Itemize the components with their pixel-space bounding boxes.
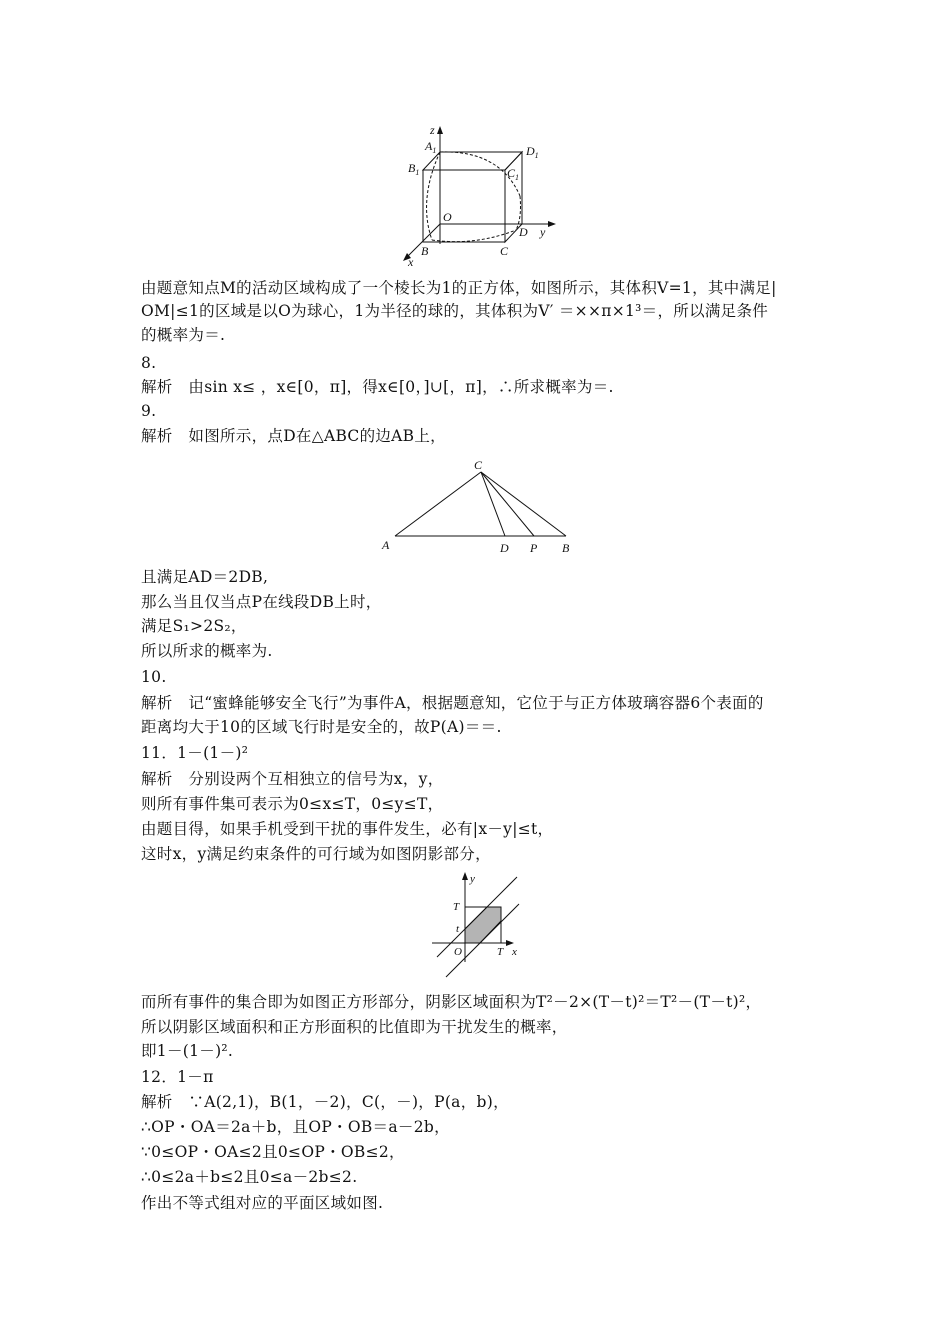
text-line: ∴OP・OA＝2a＋b，且OP・OB＝a－2b， <box>141 1118 450 1136</box>
text-line: ∴0≤2a＋b≤2且0≤a－2b≤2. <box>141 1168 358 1186</box>
label-c: C <box>474 458 483 472</box>
text-line: 那么当且仅当点P在线段DB上时， <box>141 593 382 611</box>
text-line: 这时x，y满足约束条件的可行域为如图阴影部分， <box>141 845 491 863</box>
label-c: C <box>500 244 509 258</box>
label-t-upper: T <box>453 901 460 913</box>
label-b: B <box>421 244 429 258</box>
text-line: 解析 分别设两个互相独立的信号为x，y， <box>141 770 444 788</box>
label-o: O <box>443 210 452 224</box>
cube-front-face <box>423 170 505 242</box>
label-d1: $D_1$ <box>526 144 539 160</box>
y-axis-arrow <box>548 221 556 227</box>
label-d: D <box>500 541 509 555</box>
label-t-axis: T <box>497 946 504 958</box>
square-region-figure <box>425 868 535 978</box>
label-x: x <box>408 255 414 269</box>
text-line: 所以阴影区域面积和正方形面积的比值即为干扰发生的概率， <box>141 1018 568 1036</box>
label-d: D <box>519 225 528 239</box>
label-c1: $C_1$ <box>507 166 520 182</box>
text-line: OM|≤1的区域是以O为球心，1为半径的球的，其体积为V′ ＝××π×1³＝，所以满足条件 <box>141 302 769 320</box>
segment-ca <box>395 472 481 536</box>
label-y: y <box>540 225 546 239</box>
text-line: 所以所求的概率为. <box>141 642 273 660</box>
text-line: 解析 记“蜜蜂能够安全飞行”为事件A，根据题意知，它位于与正方体玻璃容器6个表面的 <box>141 694 764 712</box>
line-y-eq-x-plus-t <box>437 877 517 957</box>
label-z: z <box>430 123 435 137</box>
text-line: 9. <box>141 402 157 420</box>
label-o: O <box>454 946 462 958</box>
sphere-arc-bottom <box>432 230 516 242</box>
segment-cb <box>481 472 566 536</box>
label-b1: $B_1$ <box>408 161 420 177</box>
text-line: 解析 由sin x≤ ，x∈[0，π]，得x∈[0，]∪[，π]，∴所求概率为＝. <box>141 378 614 396</box>
text-line: 解析 如图所示，点D在△ABC的边AB上， <box>141 427 446 445</box>
text-line: 则所有事件集可表示为0≤x≤T，0≤y≤T， <box>141 795 444 813</box>
label-b: B <box>562 541 570 555</box>
text-line: 满足S₁>2S₂， <box>141 617 247 635</box>
text-line: 即1－(1－)². <box>141 1042 234 1060</box>
shaded-region <box>465 907 501 943</box>
z-axis-arrow <box>437 126 443 134</box>
text-line: 解析 ∵A(2,1)，B(1，－2)，C(，－)，P(a，b)， <box>141 1093 509 1111</box>
cube-figure <box>395 120 565 270</box>
text-line: 12．1－π <box>141 1068 214 1086</box>
label-a: A <box>382 538 390 552</box>
text-line: 作出不等式组对应的平面区域如图. <box>141 1194 384 1212</box>
label-y: y <box>470 873 475 885</box>
text-line: 距离均大于10的区域飞行时是安全的，故P(A)＝＝. <box>141 718 502 736</box>
sphere-arc-left <box>427 152 440 240</box>
text-line: ∵0≤OP・OA≤2且0≤OP・OB≤2， <box>141 1143 405 1161</box>
y-axis-arrow <box>462 872 468 880</box>
triangle-figure <box>380 455 580 555</box>
label-p: P <box>530 541 538 555</box>
text-line: 11．1－(1－)² <box>141 744 249 762</box>
text-line: 且满足AD＝2DB, <box>141 568 269 586</box>
text-line: 由题意知点M的活动区域构成了一个棱长为1的正方体，如图所示，其体积V=1，其中满足| <box>141 279 777 297</box>
text-line: 由题目得，如果手机受到干扰的事件发生，必有|x－y|≤t， <box>141 820 554 838</box>
segment-cp <box>481 472 534 536</box>
text-line: 而所有事件的集合即为如图正方形部分，阴影区域面积为T²－2×(T－t)²＝T²－(T－t)²， <box>141 993 762 1011</box>
text-line: 10. <box>141 668 167 686</box>
text-line: 8. <box>141 354 157 372</box>
label-x: x <box>512 946 517 958</box>
label-a1: $A_1$ <box>425 139 437 155</box>
text-line: 的概率为＝. <box>141 326 226 344</box>
label-t-lower: t <box>456 923 460 935</box>
